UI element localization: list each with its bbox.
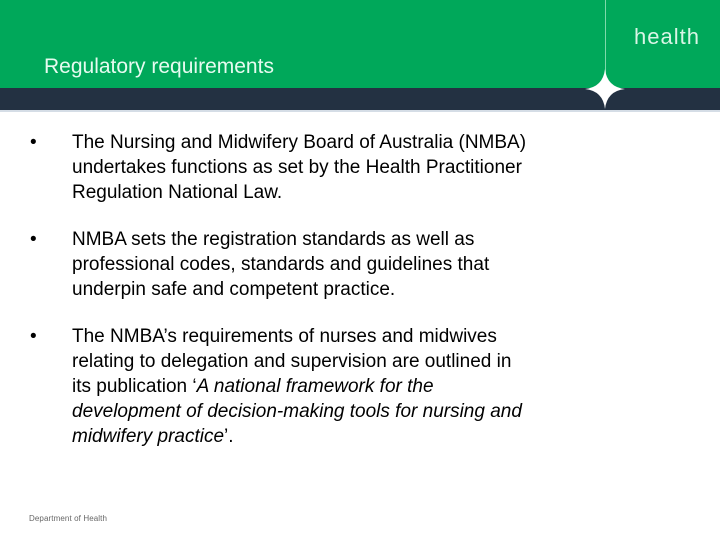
header-divider <box>0 110 720 112</box>
publication-title: A national framework for the development of decision-making tools for nursing and midwifery practice <box>72 376 522 447</box>
bullet-marker: • <box>30 229 37 250</box>
bullet-marker: • <box>30 132 37 153</box>
bullet-item <box>30 227 530 302</box>
bullet-text: The Nursing and Midwifery Board of Australia (NMBA) undertakes functions as set by the Health Practitioner Regulation National Law. <box>72 132 527 203</box>
bullet-item <box>30 324 530 449</box>
bullet-text <box>72 326 522 447</box>
department-logo: Department of Health <box>29 514 108 523</box>
bullet-item <box>30 130 530 205</box>
bullet-text-suffix: ’. <box>224 426 234 447</box>
slide-title: Regulatory requirements <box>44 55 274 78</box>
bullet-text: NMBA sets the registration standards as well as professional codes, standards and guidelines that underpin safe and competent practice. <box>72 229 490 300</box>
bullet-text-prefix: The NMBA’s requirements of nurses and midwives relating to delegation and supervision are outlined in its publication ‘ <box>72 326 512 397</box>
brand-logo: health <box>634 24 700 49</box>
bullet-marker: • <box>30 326 37 347</box>
bullet-list <box>30 130 530 471</box>
four-point-star-icon <box>585 69 625 109</box>
